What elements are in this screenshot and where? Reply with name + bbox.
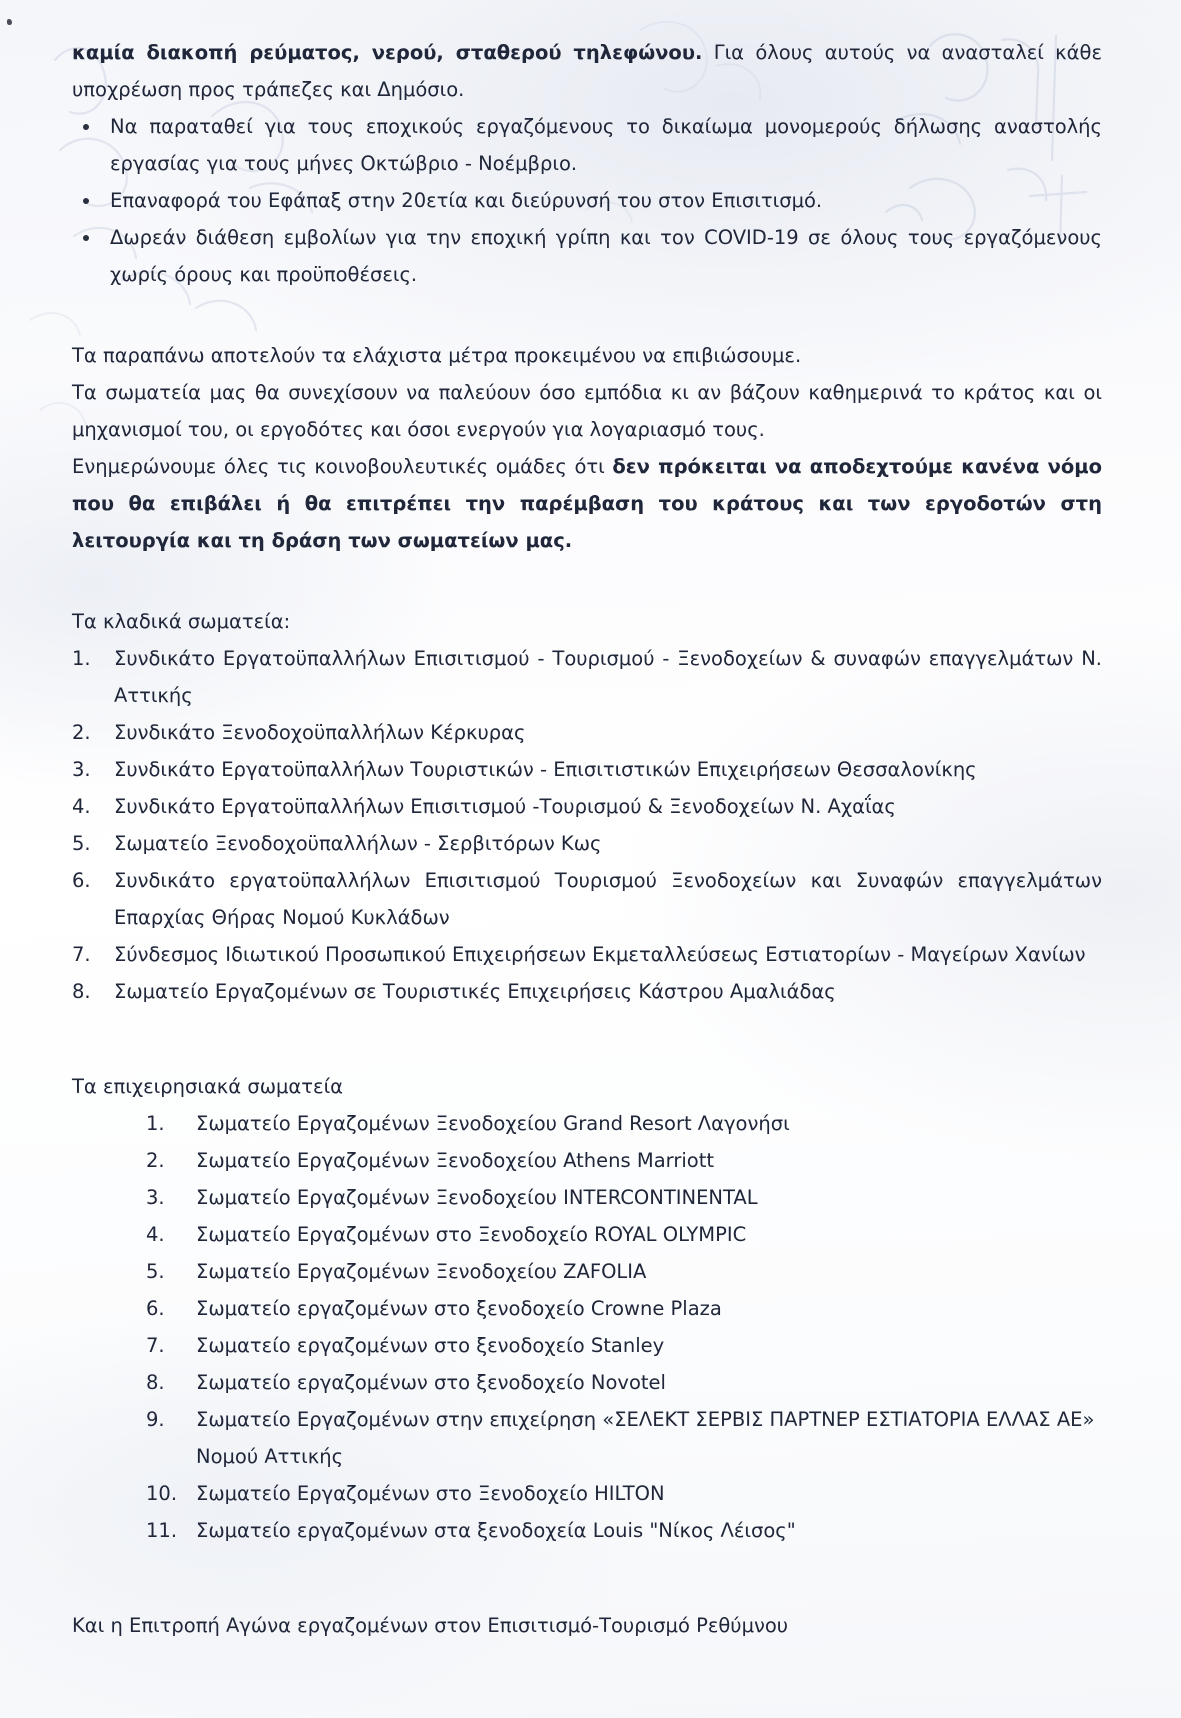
list-number: 4.	[72, 795, 91, 818]
enterprise-union-item	[146, 1216, 1102, 1253]
enterprise-union-item	[146, 1290, 1102, 1327]
sector-union-item	[72, 825, 1102, 862]
enterprise-union-item	[146, 1179, 1102, 1216]
list-text: Σωματείο Εργαζομένων στην επιχείρηση «ΣΕΛΕΚΤ ΣΕΡΒΙΣ ΠΑΡΤΝΕΡ ΕΣΤΙΑΤΟΡΙΑ ΕΛΛΑΣ ΑΕ» Νομού Αττικής	[196, 1408, 1095, 1468]
spacer	[72, 293, 1102, 337]
list-number: 3.	[72, 758, 91, 781]
enterprise-unions-heading: Τα επιχειρησιακά σωματεία	[72, 1075, 344, 1098]
enterprise-union-item	[146, 1327, 1102, 1364]
demand-item: Να παραταθεί για τους εποχικούς εργαζόμενους το δικαίωμα μονομερούς δήλωσης αναστολής εργασίας για τους μήνες Οκτώβριο - Νοέμβριο.	[72, 108, 1102, 182]
body-paragraph-3	[72, 448, 1102, 559]
list-text: Συνδικάτο Εργατοϋπαλλήλων Τουριστικών - Επισιτιστικών Επιχειρήσεων Θεσσαλονίκης	[114, 758, 977, 781]
list-text: Συνδικάτο Ξενοδοχοϋπαλλήλων Κέρκυρας	[114, 721, 526, 744]
sector-union-item	[72, 936, 1102, 973]
enterprise-unions-list	[146, 1105, 1102, 1549]
list-number: 11.	[146, 1519, 178, 1542]
list-text: Συνδικάτο εργατοϋπαλλήλων Επισιτισμού Τουρισμού Ξενοδοχείων και Συναφών επαγγελμάτων Επαρχίας Θήρας Νομού Κυκλάδων	[114, 869, 1102, 929]
list-number: 1.	[72, 647, 91, 670]
body-paragraph-3-bold: δεν πρόκειται να αποδεχτούμε κανένα νόμο που θα επιβάλει ή θα επιτρέπει την παρέμβαση του κράτους και των εργοδοτών στη λειτουργία και τη δράση των σωματείων μας.	[72, 455, 1103, 552]
list-number: 2.	[72, 721, 91, 744]
list-number: 8.	[146, 1371, 165, 1394]
list-text: Σωματείο Εργαζομένων Ξενοδοχείου ZAFOLIA	[196, 1260, 647, 1283]
demands-list	[72, 108, 1102, 293]
sector-unions-heading: Τα κλαδικά σωματεία:	[72, 610, 291, 633]
body-paragraph-1: Τα παραπάνω αποτελούν τα ελάχιστα μέτρα προκειμένου να επιβιώσουμε.	[72, 344, 802, 367]
enterprise-union-item	[146, 1142, 1102, 1179]
enterprise-union-item	[146, 1475, 1102, 1512]
list-text: Σωματείο εργαζομένων στο ξενοδοχείο Novotel	[196, 1371, 666, 1394]
scan-artifact-speck	[7, 19, 12, 25]
enterprise-union-item	[146, 1512, 1102, 1549]
list-text: Σωματείο Εργαζομένων στο Ξενοδοχείο ROYAL OLYMPIC	[196, 1223, 747, 1246]
list-number: 7.	[72, 943, 91, 966]
body-paragraph-2: Τα σωματεία μας θα συνεχίσουν να παλεύουν όσο εμπόδια κι αν βάζουν καθημερινά το κράτος και οι μηχανισμοί του, οι εργοδότες και όσοι ενεργούν για λογαριασμό τους.	[72, 381, 1102, 441]
list-number: 6.	[72, 869, 91, 892]
enterprise-union-item	[146, 1253, 1102, 1290]
list-number: 9.	[146, 1408, 165, 1431]
spacer	[72, 1010, 1102, 1068]
sector-union-item	[72, 973, 1102, 1010]
sector-union-item	[72, 751, 1102, 788]
list-number: 7.	[146, 1334, 165, 1357]
list-text: Σύνδεσμος Ιδιωτικού Προσωπικού Επιχειρήσεων Εκμεταλλεύσεως Εστιατορίων - Μαγείρων Χανίων	[114, 943, 1086, 966]
body-paragraph-3-normal: Ενημερώνουμε όλες τις κοινοβουλευτικές ομάδες ότι	[72, 455, 613, 478]
list-number: 4.	[146, 1223, 165, 1246]
list-number: 3.	[146, 1186, 165, 1209]
enterprise-union-item	[146, 1401, 1102, 1475]
enterprise-union-item	[146, 1364, 1102, 1401]
sector-union-item	[72, 640, 1102, 714]
opening-rest: Για όλους αυτούς να ανασταλεί κάθε υποχρέωση προς τράπεζες και Δημόσιο.	[72, 41, 1103, 101]
list-number: 2.	[146, 1149, 165, 1172]
list-number: 5.	[146, 1260, 165, 1283]
opening-paragraph	[72, 34, 1102, 108]
list-number: 5.	[72, 832, 91, 855]
list-number: 8.	[72, 980, 91, 1003]
enterprise-union-item	[146, 1105, 1102, 1142]
sector-union-item	[72, 862, 1102, 936]
opening-bold-lead: καμία διακοπή ρεύματος, νερού, σταθερού τηλεφώνου.	[72, 41, 703, 64]
list-number: 6.	[146, 1297, 165, 1320]
list-text: Συνδικάτο Εργατοϋπαλλήλων Επισιτισμού -Τουρισμού & Ξενοδοχείων Ν. Αχαΐας	[114, 795, 896, 818]
spacer	[72, 559, 1102, 603]
list-number: 1.	[146, 1112, 165, 1135]
list-text: Σωματείο εργαζομένων στα ξενοδοχεία Louis "Νίκος Λέισος"	[196, 1519, 796, 1542]
closing-paragraph: Και η Επιτροπή Αγώνα εργαζομένων στον Επισιτισμό-Τουρισμό Ρεθύμνου	[72, 1614, 789, 1637]
list-text: Σωματείο Εργαζομένων στο Ξενοδοχείο HILTON	[196, 1482, 665, 1505]
sector-union-item	[72, 714, 1102, 751]
list-text: Σωματείο Εργαζομένων Ξενοδοχείου INTERCONTINENTAL	[196, 1186, 758, 1209]
demand-item: Δωρεάν διάθεση εμβολίων για την εποχική γρίπη και τον COVID-19 σε όλους τους εργαζόμενους χωρίς όρους και προϋποθέσεις.	[72, 219, 1102, 293]
list-text: Σωματείο Ξενοδοχοϋπαλλήλων - Σερβιτόρων Κως	[114, 832, 602, 855]
spacer	[72, 1549, 1102, 1607]
list-text: Σωματείο Εργαζομένων Ξενοδοχείου Grand Resort Λαγονήσι	[196, 1112, 790, 1135]
document-body	[72, 34, 1102, 1644]
demand-item: Επαναφορά του Εφάπαξ στην 20ετία και διεύρυνσή του στον Επισιτισμό.	[72, 182, 1102, 219]
list-text: Συνδικάτο Εργατοϋπαλλήλων Επισιτισμού - Τουρισμού - Ξενοδοχείων & συναφών επαγγελμάτων Ν. Αττικής	[114, 647, 1102, 707]
sector-unions-list	[72, 640, 1102, 1010]
list-text: Σωματείο εργαζομένων στο ξενοδοχείο Crowne Plaza	[196, 1297, 722, 1320]
list-text: Σωματείο Εργαζομένων σε Τουριστικές Επιχειρήσεις Κάστρου Αμαλιάδας	[114, 980, 836, 1003]
list-text: Σωματείο Εργαζομένων Ξενοδοχείου Athens Marriott	[196, 1149, 714, 1172]
list-number: 10.	[146, 1482, 178, 1505]
list-text: Σωματείο εργαζομένων στο ξενοδοχείο Stanley	[196, 1334, 665, 1357]
sector-union-item	[72, 788, 1102, 825]
